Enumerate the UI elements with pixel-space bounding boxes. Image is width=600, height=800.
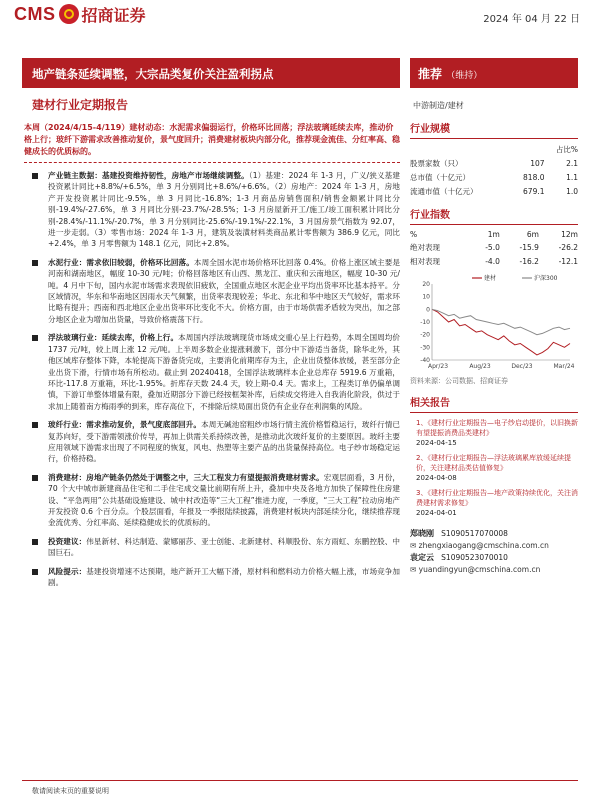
bullet-head: 投资建议： [48,536,87,546]
bullet-head: 玻纤行业：需求推动复价，景气度底部回升。 [48,420,202,430]
legend-label: 建材 [484,275,497,282]
bullet-paragraph [24,536,400,559]
footer-note: 敬请阅读末页的重要说明 [32,787,109,795]
analyst-email[interactable]: ✉ yuandingyun@cmschina.com.cn [410,565,541,574]
index-chart [410,272,578,374]
analyst-id: S1090523070010 [441,553,508,562]
bullet-paragraph [24,170,400,250]
table-row: 总市值（十亿元） 818.0 1.1 [410,172,578,182]
legend-label: 沪深300 [534,275,558,282]
table-row: 相对表现 -4.0 -16.2 -12.1 [410,256,578,266]
bullet-marker-icon [32,173,38,179]
bullet-marker-icon [32,475,38,481]
analyst-email[interactable]: ✉ zhengxiaogang@cmschina.com.cn [410,541,549,550]
page-header [0,0,600,40]
cms-logo [14,2,146,26]
x-tick-label: Aug/23 [469,363,491,370]
bullet-body: 本周无碱池窑粗纱市场行情主流价格暂稳运行，玻纤行情已复苏向好，受下游需领涨价传导，再加上供需关系持续改善，是推动此次玻纤复价的主要原因。玻纤主要应用领域下游需求出现了不同程度的恢复，风电、热塑等主要产品的出货量保持高位。电子纱市场稳定运行，价格持稳。 [48,420,401,464]
bullet-head: 产业链主数据：基建投资维持韧性，房地产市场继续调整。 [48,171,249,180]
related-item[interactable]: 1、《建材行业定期报告—电子纱启动提价，以旧换新有望提振消费品类建材》 2024-04-15 [416,419,578,447]
bullet-marker-icon [32,260,38,266]
industry-index-table [410,228,578,268]
bullet-body: 伟星新材、科达制造、蒙娜丽莎、亚士创能、北新建材、科顺股份、东方雨虹、东鹏控股、中国巨石。 [48,536,401,558]
table-row: 绝对表现 -5.0 -15.9 -26.2 [410,242,578,252]
y-tick-label: -10 [420,319,430,326]
bullet-head: 风险提示： [48,566,87,576]
bullet-body: 本周国内浮法玻璃现货市场成交重心呈上行趋势，本周全国周均价 1737 元/吨，较上周上涨 12 元/吨。上半周多数企业提涨刺激下，部分中下游适当备货，除华北外，其他区域库存整体下降，本轮提高下游备货完成，主要消化前期库存为主，企业出货整体放缓，甚至部分企业出货下滑，行情市场有所松动。截止到 20240418，全国浮法玻璃样本企业总库存 5919.6 万重箱，环比-117.8 万重箱，环比-1.95%。折库存天数 24.4 天，较上期-0.4 天。需求上，工程类订单仍偏单调慎，下游订单整体增量有限，叠加近期部分下游已经按框架补库，后续成交将进入自我消化阶段，供过于求加上随着南方梅雨季的到来，库存高位下，不排除后续局面出货仍有企业存在利润集的风险。 [48,333,400,411]
bullet-paragraph [24,419,400,465]
x-tick-label: Mar/24 [553,363,575,370]
analyst-block [410,528,578,576]
table-row: 流通市值（十亿元） 679.1 1.0 [410,186,578,196]
bullet-paragraph [24,257,400,325]
industry-scale-table [410,142,578,198]
footer-divider [22,780,578,781]
bullet-head: 消费建材：房地产链条仍然处于调整之中，三大工程发力有望提振消费建材需求。 [48,472,324,482]
x-tick-label: Apr/23 [427,363,449,370]
bullet-body: 基建投资增速不达预期，地产新开工大幅下滑，原材料和燃料动力价格大幅上涨，市场竞争加剧。 [48,566,401,587]
y-tick-label: 10 [422,293,430,301]
index-chart-svg [410,272,578,374]
chart-source: 资料来源：公司数据、招商证券 [410,377,508,385]
report-title: 地产链条延续调整，大宗品类复价关注盈利拐点 [22,58,400,88]
bullet-marker-icon [32,335,38,341]
bullet-paragraph [24,332,400,412]
related-title: 相关报告 [410,394,578,413]
related-item[interactable]: 3、《建材行业定期报告—地产政策持续优化，关注消费建材需求修复》 2024-04-01 [416,489,578,517]
industry-scale-title: 行业规模 [410,120,578,139]
y-tick-label: -30 [420,344,430,352]
summary-paragraph: 本周（2024/4/15-4/119）建材动态：水泥需求偏弱运行，价格环比回落；浮法玻璃延续去库，推动价格上行；玻纤下游需求改善推动复价，景气度回升；消费建材板块内部分化，推荐现金流佳、分红率高、稳健成长的优质标的。 [24,122,400,163]
sector-label: 中游制造/建材 [413,101,464,110]
bullet-body: 本周全国水泥市场价格环比回落 0.4%。价格上涨区域主要是河南和湖南地区，幅度 10-30 元/吨；价格回落地区有山西、黑龙江、重庆和云南地区，幅度 10-30 元/吨。4 月中下旬，国内水泥市场需求表现依旧疲软，全国重点地区水泥企业平均出货率环比基本持平。分区域情况，华东和华南地区因雨水天气频繁，出货率表现较差；华北、东北和华中地区天气较好，需求环比略有提升；西南和西北地区企业出货率环比变化不大。价格方面，由于市场供需矛盾较为突出，加之部分地区企业为增加出货量，导致价格震荡下行。 [48,257,400,324]
main-body [24,122,400,588]
bullet-body: 宏观层面看，3 月份，70 个大中城市新建商品住宅和二手住宅成交量比前期有所上升，叠加中央及各地方加快了保障性住房建设、“平急两用”公共基础设施建设、城中村改造等“三大工程”推进力度，一季度，“三大工程”拉动房地产开发投资 0.6 个百分点。个股层面看，年报及一季报陆续披露，消费建材板块内部延续分化，继续推荐现金流优秀、分红率高、延续稳健成长的优质标的。 [48,472,400,528]
bullet-marker-icon [32,569,38,575]
rating-label: 推荐 [418,67,443,81]
table-header: % 1m 6m 12m [410,229,578,239]
sidebar [410,112,578,576]
report-date: 2024 年 04 月 22 日 [483,14,580,25]
y-tick-label: 20 [422,281,430,288]
series-line [432,309,570,334]
bullet-head: 浮法玻璃行业：延续去库，价格上行。 [48,333,179,343]
bullet-paragraph [24,472,400,529]
rating-badge [410,58,578,88]
analyst-name: 郑晓刚 [410,529,434,538]
industry-index-title: 行业指数 [410,206,578,225]
analyst-name: 袁定云 [410,553,434,562]
bullet-marker-icon [32,539,38,545]
logo-cn: 招商证券 [81,5,146,25]
bullet-paragraph [24,566,400,589]
bullet-head: 水泥行业：需求依旧较弱，价格环比回落。 [48,257,194,267]
y-tick-label: 0 [426,306,430,314]
y-tick-label: -20 [420,331,430,339]
bullet-marker-icon [32,422,38,428]
related-item[interactable]: 2、《建材行业定期报告—浮法玻璃累库放缓延续提价，关注建材品类估值修复》 2024-04-08 [416,454,571,482]
analyst-id: S1090517070008 [441,529,508,538]
bullet-body: （1）基建：2024 年 1-3 月，广义/狭义基建投资累计同比+8.8%/+6.5%，单 3 月分别同比+8.6%/+6.6%。（2）房地产：2024 年 1-3 月，房地产开发投资累计同比-9.5%，单 3 月同比-16.8%；1-3 月商品房销售面积/销售金额累计同比分别-19.4%/-27.6%，单 3 月同比分别-23.7%/-28.5%；1-3 月房屋新开工/施工/竣工面积累计同比分别-28.4%/-11.1%/-20.7%，单 3 月分别同比-25.6%/-19.1%/-22.1%，3 月国房景气指数为 92.07，进一步走弱。（3）零售市场：2024 年 1-3 月，建筑及装潢材料类商品累计零售额为 386.9 亿元，同比+2.4%，单 3 月零售额为 148.1 亿元，同比+2.8%。 [48,171,400,249]
rating-sub: （维持） [446,71,483,81]
logo-seal-icon [59,4,79,24]
col-header: 占比% [555,144,578,154]
table-row: 股票家数（只） 107 2.1 [410,158,578,168]
report-subtitle: 建材行业定期报告 [32,98,129,112]
series-line [432,309,570,355]
x-tick-label: Dec/23 [511,363,533,370]
y-tick-label: -40 [420,357,430,364]
logo-latin: CMS [14,3,56,24]
